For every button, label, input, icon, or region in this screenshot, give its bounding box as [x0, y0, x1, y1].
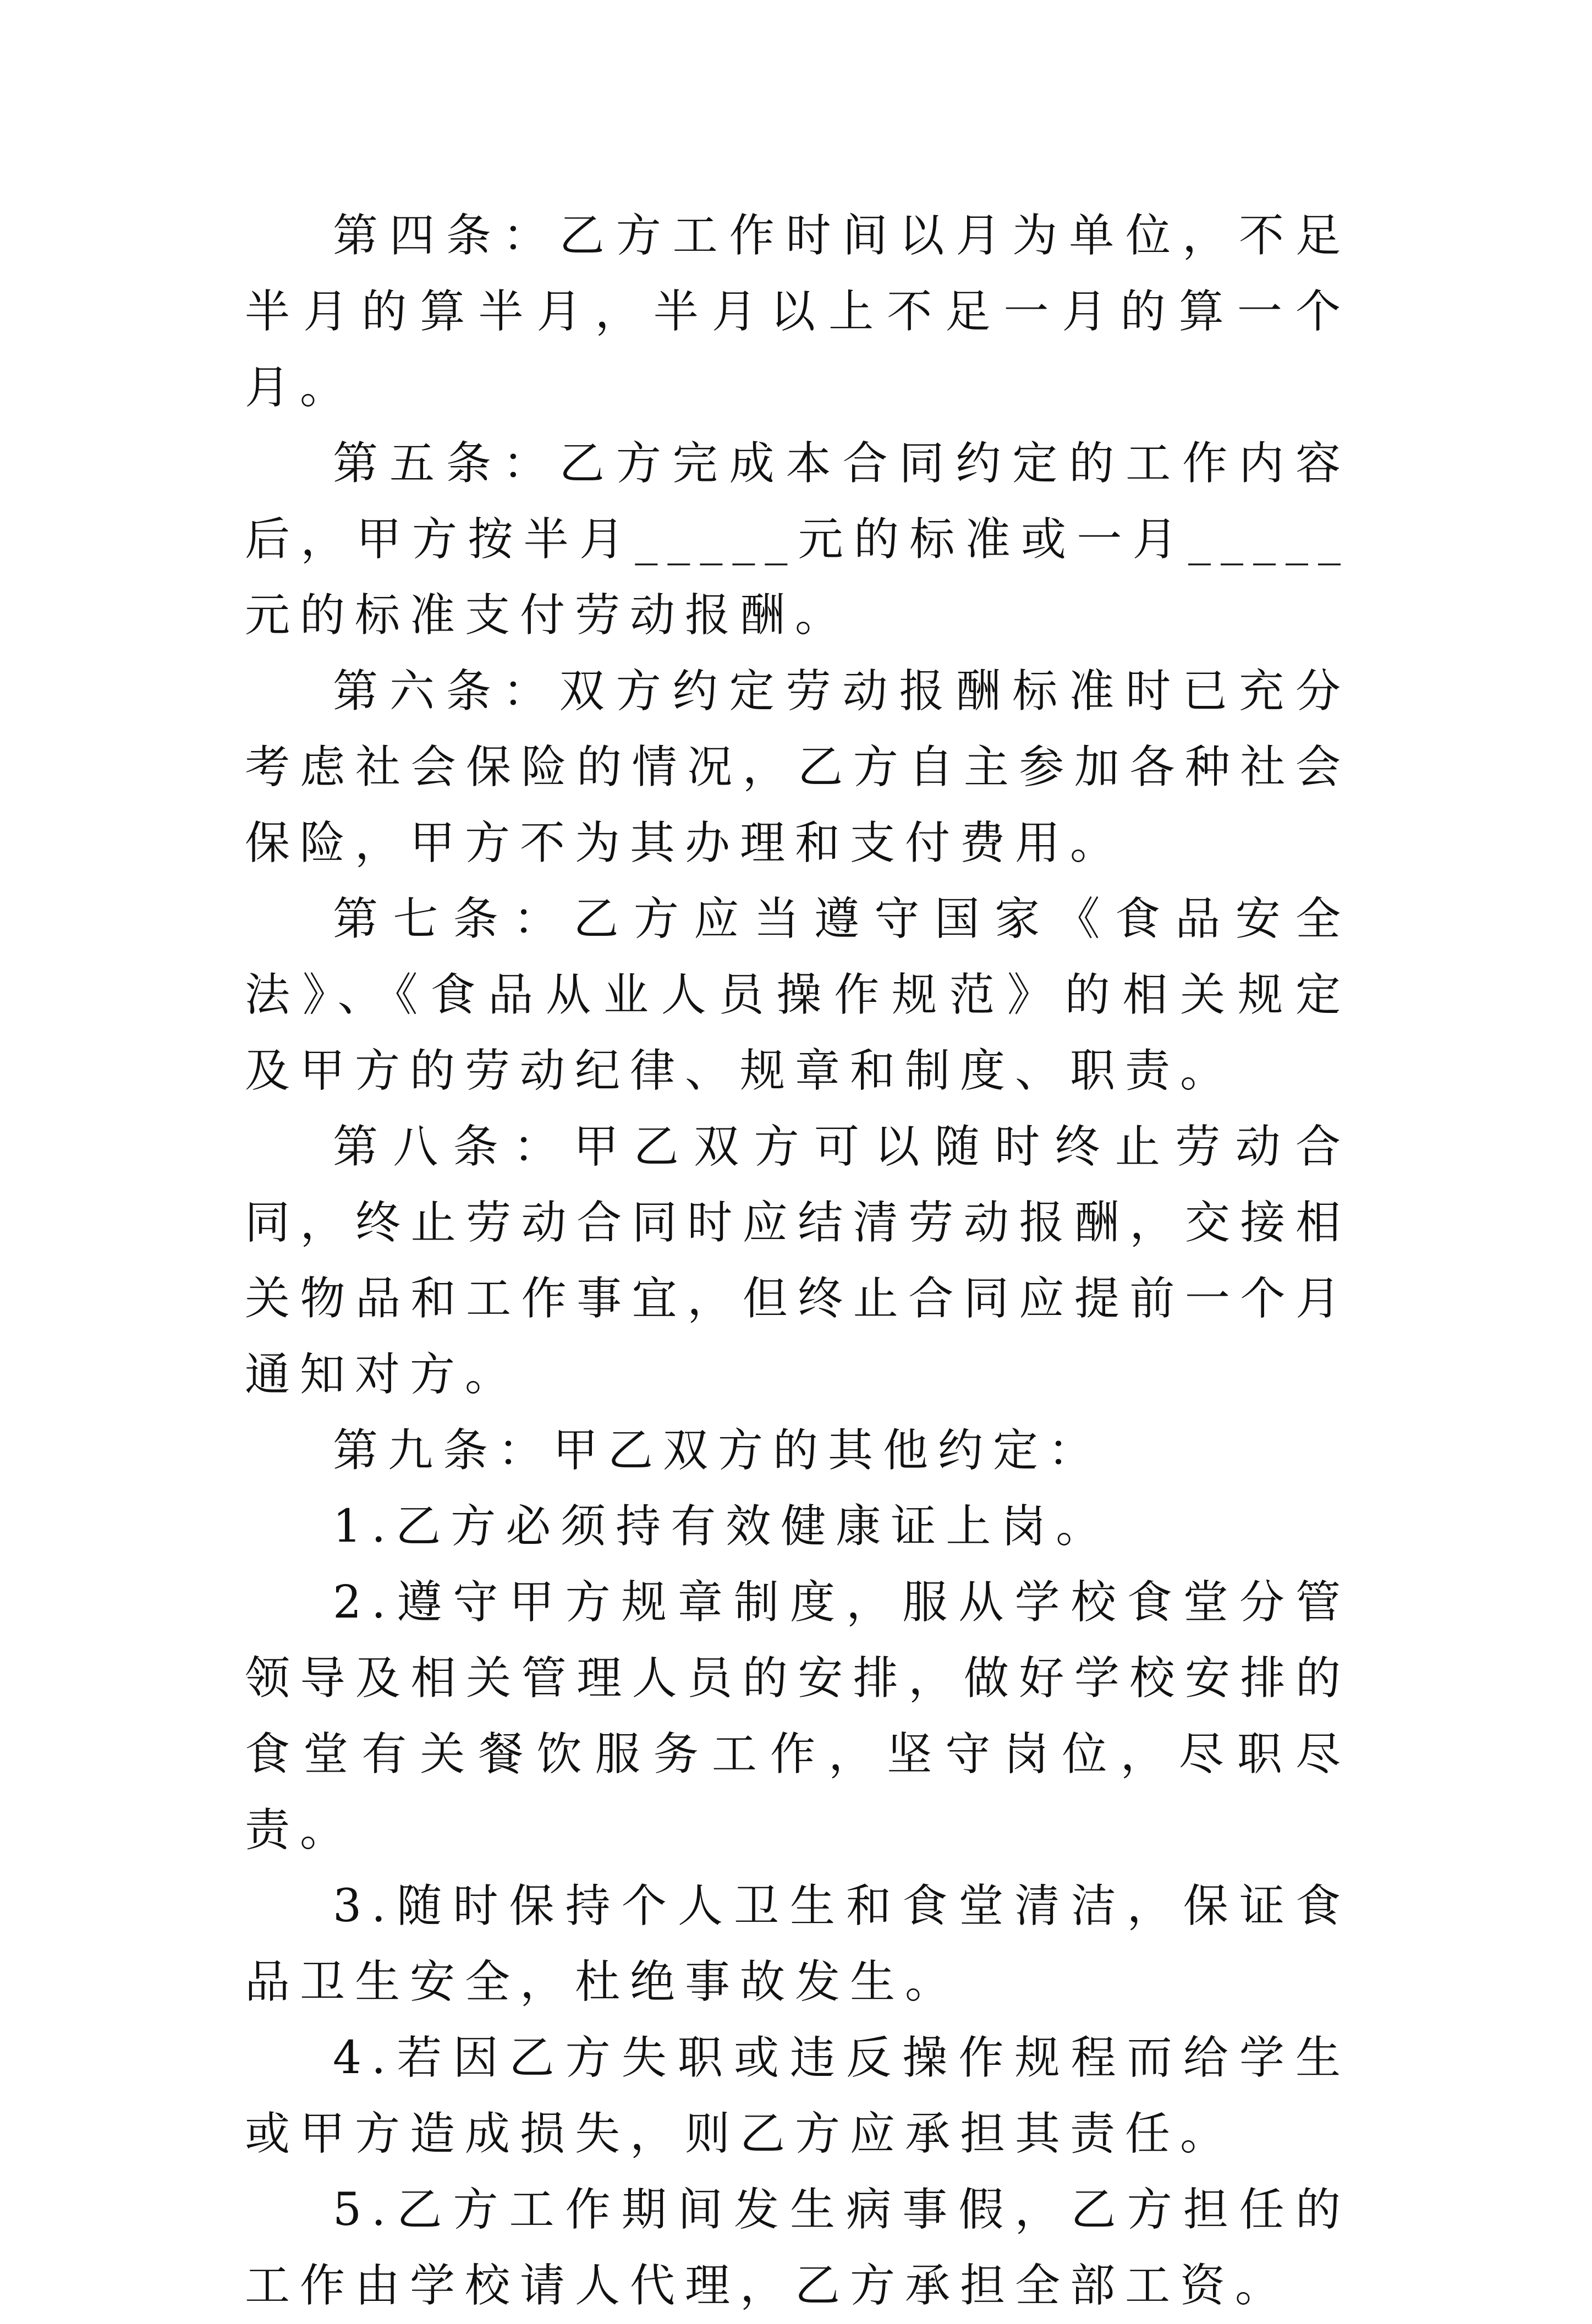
article-9-item-3: 3.随时保持个人卫生和食堂清洁，保证食品卫生安全，杜绝事故发生。: [245, 1880, 1351, 2008]
article-9: 第九条：甲乙双方的其他约定：: [333, 1424, 1104, 1477]
article-4: 第四条：乙方工作时间以月为单位，不足半月的算半月，半月以上不足一月的算一个月。: [245, 210, 1351, 414]
contract-body: [245, 198, 1351, 2324]
article-7: 第七条：乙方应当遵守国家《食品安全法》、《食品从业人员操作规范》的相关规定及甲方的劳动纪律、规章和制度、职责。: [245, 893, 1351, 1097]
article-8: 第八条：甲乙双方可以随时终止劳动合同，终止劳动合同时应结清劳动报酬，交接相关物品和工作事宜，但终止合同应提前一个月通知对方。: [245, 1121, 1351, 1401]
article-9-item-5: 5.乙方工作期间发生病事假，乙方担任的工作由学校请人代理，乙方承担全部工资。: [245, 2184, 1351, 2312]
article-9-item-1: 1.乙方必须持有效健康证上岗。: [333, 1500, 1111, 1553]
article-5: 第五条：乙方完成本合同约定的工作内容后，甲方按半月_____元的标准或一月_____元的标准支付劳动报酬。: [245, 437, 1351, 642]
article-9-item-2: 2.遵守甲方规章制度，服从学校食堂分管领导及相关管理人员的安排，做好学校安排的食堂有关餐饮服务工作，坚守岗位，尽职尽责。: [245, 1576, 1351, 1856]
article-9-item-4: 4.若因乙方失职或违反操作规程而给学生或甲方造成损失，则乙方应承担其责任。: [245, 2032, 1351, 2160]
article-6: 第六条：双方约定劳动报酬标准时已充分考虑社会保险的情况，乙方自主参加各种社会保险，甲方不为其办理和支付费用。: [245, 665, 1351, 869]
